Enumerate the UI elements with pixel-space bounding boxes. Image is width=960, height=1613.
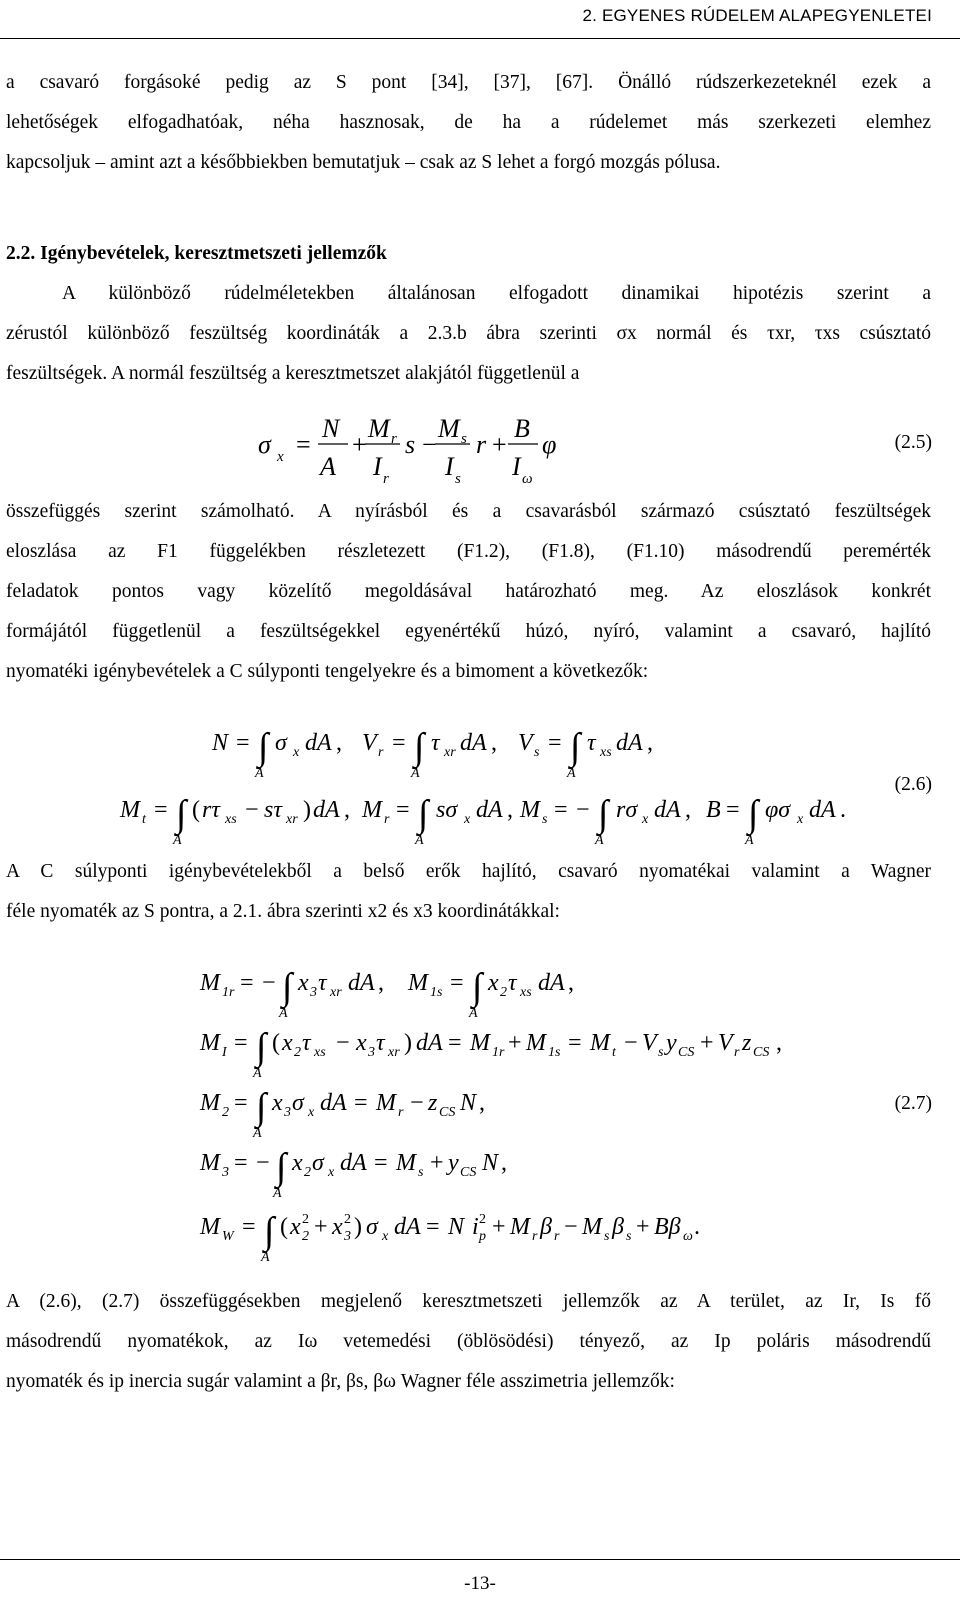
svg-text:=: = bbox=[154, 797, 168, 823]
svg-text:=: = bbox=[726, 797, 740, 823]
svg-text:r: r bbox=[532, 1229, 538, 1244]
svg-text:xr: xr bbox=[286, 812, 298, 827]
svg-text:,: , bbox=[501, 1150, 507, 1176]
svg-text:=: = bbox=[426, 1214, 440, 1240]
svg-text:r: r bbox=[554, 1229, 560, 1244]
svg-text:M: M bbox=[510, 1214, 530, 1240]
svg-text:ω: ω bbox=[522, 471, 533, 485]
svg-text:x: x bbox=[356, 1030, 367, 1056]
text-line: A C súlyponti igénybevételekből a belső erők hajlító, csavaró nyomatékai valamint a Wagner bbox=[6, 861, 931, 882]
svg-text:N: N bbox=[460, 1090, 477, 1116]
svg-text:φσ: φσ bbox=[765, 797, 791, 823]
svg-text:s: s bbox=[405, 430, 416, 459]
svg-text:−: − bbox=[245, 797, 259, 823]
svg-text:=: = bbox=[448, 1030, 462, 1056]
svg-text:y: y bbox=[666, 1030, 677, 1056]
svg-text:−: − bbox=[576, 797, 590, 823]
svg-text:∫: ∫ bbox=[418, 793, 429, 835]
svg-text:x: x bbox=[298, 970, 309, 996]
svg-text:+: + bbox=[508, 1030, 522, 1056]
svg-text:ω: ω bbox=[683, 1229, 693, 1244]
equation-number: (2.6) bbox=[894, 774, 932, 795]
svg-text:A: A bbox=[255, 766, 264, 781]
svg-text:M: M bbox=[438, 414, 460, 443]
svg-text:A: A bbox=[469, 1006, 478, 1021]
text-line: feladatok pontos vagy közelítő megoldásával határozható meg. Az eloszlások konkrét bbox=[6, 581, 931, 602]
svg-text:(: ( bbox=[192, 797, 200, 823]
svg-text:σ: σ bbox=[366, 1214, 378, 1240]
svg-text:M: M bbox=[582, 1214, 602, 1240]
svg-text:2: 2 bbox=[479, 1212, 486, 1227]
svg-text:V: V bbox=[642, 1030, 657, 1056]
svg-text:τ: τ bbox=[302, 1030, 311, 1056]
svg-text:A: A bbox=[261, 1250, 270, 1265]
svg-text:): ) bbox=[303, 797, 311, 823]
svg-text:(: ( bbox=[280, 1214, 288, 1240]
svg-text:B: B bbox=[514, 414, 530, 443]
svg-text:dA: dA bbox=[416, 1030, 443, 1056]
svg-text:∫: ∫ bbox=[256, 1086, 267, 1128]
svg-text:A: A bbox=[595, 833, 604, 845]
svg-text:dA: dA bbox=[654, 797, 681, 823]
svg-text:xr: xr bbox=[388, 1045, 400, 1060]
svg-text:,: , bbox=[776, 1030, 782, 1056]
svg-text:.: . bbox=[694, 1214, 700, 1240]
svg-text:s: s bbox=[534, 745, 540, 760]
svg-text:=: = bbox=[240, 970, 254, 996]
svg-text:σ: σ bbox=[312, 1150, 324, 1176]
svg-text:M: M bbox=[526, 1030, 546, 1056]
svg-text:M: M bbox=[120, 797, 140, 823]
svg-text:A: A bbox=[745, 833, 754, 845]
svg-text:,: , bbox=[685, 797, 691, 823]
svg-text:,: , bbox=[647, 730, 653, 756]
equation-2-6 bbox=[100, 715, 870, 845]
svg-text:M: M bbox=[520, 797, 540, 823]
svg-text:dA: dA bbox=[305, 730, 332, 756]
equation-number: (2.7) bbox=[894, 1093, 932, 1114]
svg-text:Bβ: Bβ bbox=[654, 1214, 681, 1240]
svg-text:M: M bbox=[200, 1150, 220, 1176]
svg-text:rτ: rτ bbox=[202, 797, 220, 823]
svg-text:V: V bbox=[718, 1030, 733, 1056]
svg-text:τ: τ bbox=[376, 1030, 385, 1056]
svg-text:M: M bbox=[590, 1030, 610, 1056]
svg-text:M: M bbox=[368, 414, 390, 443]
svg-text:1r: 1r bbox=[492, 1045, 505, 1060]
svg-text:=: = bbox=[568, 1030, 582, 1056]
svg-text:x: x bbox=[293, 745, 300, 760]
svg-text:x: x bbox=[277, 449, 284, 465]
paragraph-1 bbox=[6, 63, 931, 183]
svg-text:+: + bbox=[314, 1214, 328, 1240]
svg-text:−: − bbox=[262, 970, 276, 996]
paragraph-5 bbox=[6, 1282, 931, 1402]
svg-text:dA: dA bbox=[616, 730, 643, 756]
svg-text:I: I bbox=[512, 452, 521, 481]
svg-text:=: = bbox=[242, 1214, 256, 1240]
svg-text:r: r bbox=[734, 1045, 740, 1060]
svg-text:=: = bbox=[554, 797, 568, 823]
svg-text:2: 2 bbox=[294, 1045, 301, 1060]
svg-text:M: M bbox=[200, 970, 220, 996]
svg-text:∫: ∫ bbox=[414, 726, 425, 768]
svg-text:∫: ∫ bbox=[256, 1026, 267, 1068]
svg-text:2: 2 bbox=[222, 1105, 229, 1120]
running-title: 2. EGYENES RÚDELEM ALAPEGYENLETEI bbox=[582, 6, 932, 25]
svg-text:+: + bbox=[430, 1150, 444, 1176]
svg-text:s: s bbox=[461, 431, 467, 447]
svg-text:σ: σ bbox=[275, 730, 287, 756]
svg-text:B: B bbox=[706, 797, 721, 823]
svg-text:z: z bbox=[742, 1030, 752, 1056]
svg-text:dA: dA bbox=[394, 1214, 421, 1240]
svg-text:−: − bbox=[624, 1030, 638, 1056]
svg-text:+: + bbox=[700, 1030, 714, 1056]
svg-text:sτ: sτ bbox=[264, 797, 282, 823]
svg-text:N: N bbox=[448, 1214, 465, 1240]
svg-text:1r: 1r bbox=[222, 985, 235, 1000]
svg-text:CS: CS bbox=[439, 1105, 456, 1120]
svg-text:s: s bbox=[455, 471, 461, 485]
svg-text:t: t bbox=[612, 1045, 616, 1060]
svg-text:r: r bbox=[476, 430, 487, 459]
svg-text:I: I bbox=[373, 452, 382, 481]
paragraph-3 bbox=[6, 492, 931, 692]
svg-text:−: − bbox=[564, 1214, 578, 1240]
svg-text:A: A bbox=[279, 1006, 288, 1021]
svg-text:I: I bbox=[222, 1045, 227, 1060]
svg-text:,: , bbox=[491, 730, 497, 756]
text-line: lehetőségek elfogadhatóak, néha hasznosak, de ha a rúdelemet más szerkezeti elemhez bbox=[6, 112, 931, 133]
footer-rule bbox=[0, 1559, 960, 1560]
text-line: A (2.6), (2.7) összefüggésekben megjelenő keresztmetszeti jellemzők az A terület, az Ir, Is fő bbox=[6, 1291, 931, 1312]
svg-text:=: = bbox=[236, 730, 250, 756]
svg-text:=: = bbox=[296, 430, 311, 459]
svg-text:A: A bbox=[173, 833, 182, 845]
svg-text:−: − bbox=[422, 430, 437, 459]
svg-text:2: 2 bbox=[344, 1212, 351, 1227]
svg-text:r: r bbox=[378, 745, 384, 760]
text-line: formájától függetlenül a feszültségekkel egyenértékű húzó, nyíró, valamint a csavaró, hajlító bbox=[6, 621, 931, 642]
svg-text:xs: xs bbox=[314, 1045, 326, 1060]
svg-text:s: s bbox=[658, 1045, 664, 1060]
svg-text:β: β bbox=[540, 1214, 552, 1240]
svg-text:=: = bbox=[392, 730, 406, 756]
svg-text:3: 3 bbox=[222, 1165, 229, 1180]
svg-text:τ: τ bbox=[318, 970, 327, 996]
text-line: másodrendű nyomatékok, az Iω vetemedési (öblösödési) tényező, az Ip poláris másodrendű bbox=[6, 1331, 931, 1352]
svg-text:r: r bbox=[391, 431, 397, 447]
text-line: zérustól különböző feszültség koordináták a 2.3.b ábra szerinti σx normál és τxr, τxs csúsztató bbox=[6, 323, 931, 344]
svg-text:=: = bbox=[354, 1090, 368, 1116]
text-line: kapcsoljuk – amint azt a későbbiekben bemutatjuk – csak az S lehet a forgó mozgás pólusa. bbox=[6, 152, 721, 173]
svg-text:x: x bbox=[488, 970, 499, 996]
text-line: A különböző rúdelméletekben általánosan elfogadott dinamikai hipotézis szerint a bbox=[62, 283, 931, 304]
svg-text:dA: dA bbox=[340, 1150, 367, 1176]
svg-text:∫: ∫ bbox=[258, 726, 269, 768]
svg-text:+: + bbox=[492, 430, 507, 459]
svg-text:,: , bbox=[344, 797, 350, 823]
text-line: féle nyomaték az S pontra, a 2.1. ábra szerinti x2 és x3 koordinátákkal: bbox=[6, 901, 560, 922]
svg-text:i: i bbox=[472, 1214, 479, 1240]
equation-2-5 bbox=[250, 405, 670, 485]
svg-text:xr: xr bbox=[330, 985, 342, 1000]
svg-text:∫: ∫ bbox=[176, 793, 187, 835]
svg-text:A: A bbox=[411, 766, 420, 781]
svg-text:(: ( bbox=[272, 1030, 280, 1056]
svg-text:,: , bbox=[479, 1090, 485, 1116]
text-line: feszültségek. A normál feszültség a keresztmetszet alakjától függetlenül a bbox=[6, 363, 580, 384]
svg-text:∫: ∫ bbox=[282, 966, 293, 1008]
text-line: összefüggés szerint számolható. A nyírásból és a csavarásból származó csúsztató feszültségek bbox=[6, 501, 931, 522]
svg-text:xs: xs bbox=[600, 745, 612, 760]
svg-text:=: = bbox=[234, 1030, 248, 1056]
svg-text:N: N bbox=[322, 414, 340, 443]
page-footer bbox=[0, 1551, 960, 1613]
svg-text:dA: dA bbox=[476, 797, 503, 823]
svg-text:I: I bbox=[445, 452, 454, 481]
svg-text:x: x bbox=[282, 1030, 293, 1056]
svg-text:x: x bbox=[642, 812, 649, 827]
svg-text:p: p bbox=[479, 1229, 486, 1244]
svg-text:σ: σ bbox=[292, 1090, 304, 1116]
svg-text:s: s bbox=[626, 1229, 632, 1244]
svg-text:W: W bbox=[222, 1229, 234, 1244]
svg-text:x: x bbox=[328, 1165, 335, 1180]
paragraph-2 bbox=[6, 274, 931, 394]
svg-text:−: − bbox=[410, 1090, 424, 1116]
svg-text:=: = bbox=[374, 1150, 388, 1176]
svg-text:=: = bbox=[450, 970, 464, 996]
svg-text:CS: CS bbox=[678, 1045, 695, 1060]
svg-text:,: , bbox=[336, 730, 342, 756]
svg-text:τ: τ bbox=[431, 730, 440, 756]
svg-text:=: = bbox=[396, 797, 410, 823]
svg-text:M: M bbox=[362, 797, 382, 823]
svg-text:rσ: rσ bbox=[616, 797, 638, 823]
svg-text:xs: xs bbox=[520, 985, 532, 1000]
svg-text:A: A bbox=[253, 1066, 262, 1081]
svg-text:s: s bbox=[604, 1229, 610, 1244]
svg-text:x: x bbox=[464, 812, 471, 827]
svg-text:x: x bbox=[290, 1214, 301, 1240]
svg-text:M: M bbox=[376, 1090, 396, 1116]
svg-text:s: s bbox=[542, 812, 548, 827]
svg-text:V: V bbox=[362, 730, 377, 756]
svg-text:r: r bbox=[383, 471, 389, 485]
svg-text:3: 3 bbox=[368, 1045, 375, 1060]
svg-text:xs: xs bbox=[225, 812, 237, 827]
svg-text:3: 3 bbox=[284, 1105, 291, 1120]
svg-text:r: r bbox=[384, 812, 390, 827]
section-heading: 2.2. Igénybevételek, keresztmetszeti jellemzők bbox=[6, 243, 387, 264]
svg-text:r: r bbox=[398, 1105, 404, 1120]
svg-text:,: , bbox=[378, 970, 384, 996]
svg-text:A: A bbox=[253, 1126, 262, 1141]
svg-text:dA: dA bbox=[538, 970, 565, 996]
svg-text:−: − bbox=[336, 1030, 350, 1056]
svg-text:x: x bbox=[292, 1150, 303, 1176]
svg-text:∫: ∫ bbox=[264, 1210, 275, 1252]
svg-text:τ: τ bbox=[508, 970, 517, 996]
svg-text:M: M bbox=[200, 1090, 220, 1116]
svg-text:A: A bbox=[415, 833, 424, 845]
equation-number: (2.5) bbox=[894, 432, 932, 453]
svg-text:sσ: sσ bbox=[436, 797, 458, 823]
page-header bbox=[0, 0, 960, 40]
svg-text:xr: xr bbox=[444, 745, 456, 760]
svg-text:x: x bbox=[272, 1090, 283, 1116]
equation-2-7 bbox=[180, 950, 820, 1270]
svg-text:2: 2 bbox=[302, 1212, 309, 1227]
text-line: nyomatéki igénybevételek a C súlyponti tengelyekre és a bimoment a következők: bbox=[6, 661, 649, 682]
svg-text:V: V bbox=[518, 730, 533, 756]
svg-text:A: A bbox=[567, 766, 576, 781]
svg-text:.: . bbox=[840, 797, 846, 823]
svg-text:τ: τ bbox=[587, 730, 596, 756]
svg-text:CS: CS bbox=[753, 1045, 770, 1060]
svg-text:−: − bbox=[256, 1150, 270, 1176]
svg-text:dA: dA bbox=[320, 1090, 347, 1116]
paragraph-4 bbox=[6, 852, 931, 932]
svg-text:): ) bbox=[354, 1214, 362, 1240]
svg-text:1s: 1s bbox=[548, 1045, 561, 1060]
svg-text:+: + bbox=[492, 1214, 506, 1240]
page-number: -13- bbox=[464, 1573, 496, 1594]
svg-text:=: = bbox=[234, 1090, 248, 1116]
svg-text:∫: ∫ bbox=[598, 793, 609, 835]
svg-text:=: = bbox=[548, 730, 562, 756]
svg-text:∫: ∫ bbox=[472, 966, 483, 1008]
svg-text:M: M bbox=[408, 970, 428, 996]
svg-text:1s: 1s bbox=[430, 985, 443, 1000]
svg-text:M: M bbox=[200, 1030, 220, 1056]
svg-text:y: y bbox=[448, 1150, 459, 1176]
text-line: nyomaték és ip inercia sugár valamint a βr, βs, βω Wagner féle asszimetria jellemzők: bbox=[6, 1371, 675, 1392]
svg-text:N: N bbox=[482, 1150, 499, 1176]
svg-text:dA: dA bbox=[809, 797, 836, 823]
svg-text:,: , bbox=[568, 970, 574, 996]
svg-text:3: 3 bbox=[310, 985, 317, 1000]
svg-text:M: M bbox=[470, 1030, 490, 1056]
svg-text:2: 2 bbox=[500, 985, 507, 1000]
svg-text:∫: ∫ bbox=[748, 793, 759, 835]
svg-text:2: 2 bbox=[302, 1229, 309, 1244]
svg-text:+: + bbox=[352, 430, 367, 459]
svg-text:+: + bbox=[636, 1214, 650, 1240]
text-line: a csavaró forgásoké pedig az S pont [34], [37], [67]. Önálló rúdszerkezeteknél ezek a bbox=[6, 72, 931, 93]
svg-text:x: x bbox=[308, 1105, 315, 1120]
svg-text:CS: CS bbox=[460, 1165, 477, 1180]
svg-text:dA: dA bbox=[460, 730, 487, 756]
svg-text:3: 3 bbox=[344, 1229, 351, 1244]
svg-text:x: x bbox=[797, 812, 804, 827]
svg-text:A: A bbox=[320, 452, 336, 481]
svg-text:t: t bbox=[142, 812, 146, 827]
svg-text:σ: σ bbox=[258, 430, 271, 459]
text-line: eloszlása az F1 függelékben részletezett (F1.2), (F1.8), (F1.10) másodrendű peremérték bbox=[6, 541, 931, 562]
svg-text:φ: φ bbox=[542, 430, 557, 459]
svg-text:=: = bbox=[234, 1150, 248, 1176]
svg-text:z: z bbox=[428, 1090, 438, 1116]
svg-text:∫: ∫ bbox=[276, 1146, 287, 1188]
svg-text:x: x bbox=[332, 1214, 343, 1240]
svg-text:): ) bbox=[404, 1030, 412, 1056]
svg-text:x: x bbox=[382, 1229, 389, 1244]
svg-text:M: M bbox=[200, 1214, 220, 1240]
svg-text:N: N bbox=[212, 730, 229, 756]
svg-text:A: A bbox=[273, 1186, 282, 1201]
svg-text:β: β bbox=[612, 1214, 624, 1240]
svg-text:2: 2 bbox=[304, 1165, 311, 1180]
svg-text:s: s bbox=[418, 1165, 424, 1180]
svg-text:∫: ∫ bbox=[570, 726, 581, 768]
svg-text:M: M bbox=[396, 1150, 416, 1176]
svg-text:,: , bbox=[507, 797, 513, 823]
svg-text:dA: dA bbox=[348, 970, 375, 996]
header-rule bbox=[0, 38, 960, 39]
svg-text:dA: dA bbox=[313, 797, 340, 823]
